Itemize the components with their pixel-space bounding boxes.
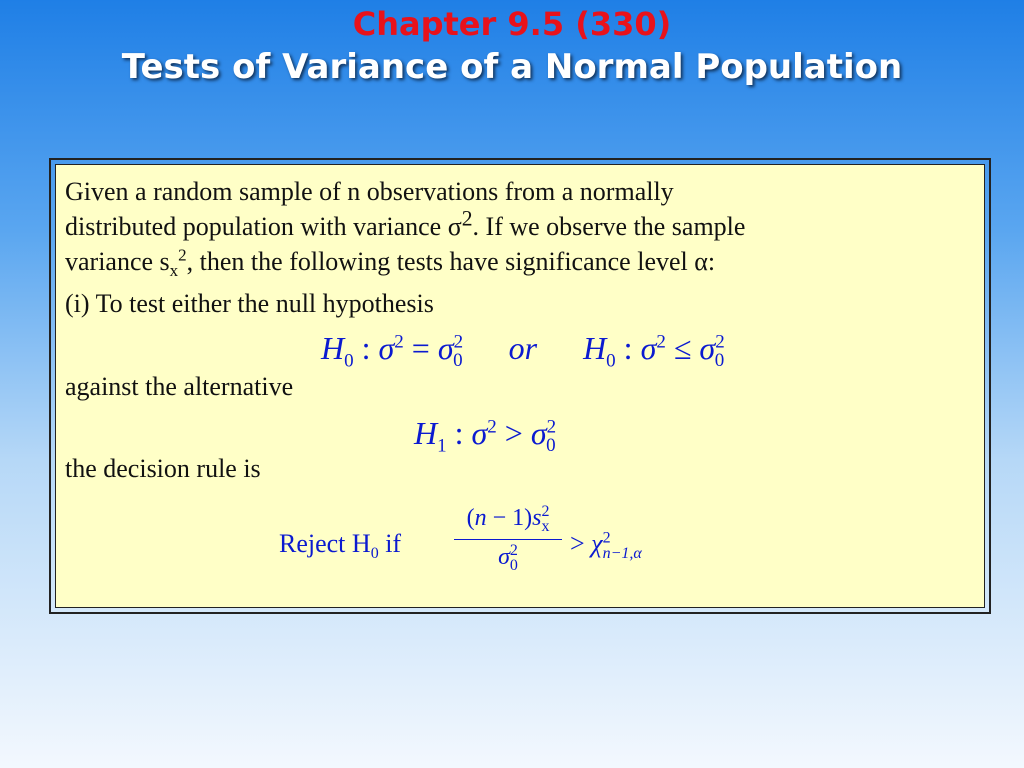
h1-sigma: σ xyxy=(471,415,488,451)
test-statistic-fraction xyxy=(454,503,562,574)
text-line-3 xyxy=(65,245,715,279)
reject-text: Reject H xyxy=(279,529,371,558)
text-against: against the alternative xyxy=(65,372,294,401)
den-sup: 2 xyxy=(509,542,518,559)
fraction-denominator xyxy=(454,542,562,574)
text-line-3-sub: x xyxy=(169,261,179,281)
num-minus-one: − 1) xyxy=(486,505,533,531)
h0-sigma-sup: 2 xyxy=(394,331,404,353)
text-line-3-sup: 2 xyxy=(178,245,187,265)
h0-sigma0-sup: 2 xyxy=(453,331,464,353)
reject-gt: > xyxy=(570,529,585,558)
null-hypothesis-formula xyxy=(321,330,725,372)
slide-title-block xyxy=(0,4,1024,90)
reject-label xyxy=(279,529,402,563)
text-line-1: Given a random sample of n observations from a normally xyxy=(65,177,674,206)
content-box-inner xyxy=(55,164,985,608)
reject-if: if xyxy=(378,529,402,558)
text-line-3-b: , then the following tests have significance level α: xyxy=(186,247,716,276)
h0-sigma: σ xyxy=(378,330,395,366)
h0-alt-sigma0: σ xyxy=(699,330,716,366)
h0-le: ≤ xyxy=(665,330,700,366)
content-box xyxy=(49,158,991,614)
fraction-bar xyxy=(454,539,562,540)
alternative-hypothesis-formula xyxy=(414,415,557,457)
or-word: or xyxy=(508,330,538,366)
chi-sup: 2 xyxy=(602,529,611,547)
h1-sigma0-sup: 2 xyxy=(546,416,557,438)
text-line-3-a: variance s xyxy=(65,247,170,276)
h1-sigma-sup: 2 xyxy=(487,416,497,438)
h0-alt-sigma0-sup: 2 xyxy=(715,331,725,353)
num-n: n xyxy=(474,505,487,531)
text-line-4: (i) To test either the null hypothesis xyxy=(65,289,434,318)
text-line-2-a: distributed population with variance σ xyxy=(65,212,462,241)
h0-alt-sub: 0 xyxy=(606,350,616,372)
text-line-2-sup: 2 xyxy=(461,206,473,231)
h0-sigma0-sub: 0 xyxy=(453,350,463,372)
h0-alt-sigma: σ xyxy=(640,330,657,366)
h0-colon: : xyxy=(353,330,379,366)
h1-sigma0: σ xyxy=(530,415,547,451)
reject-sub: 0 xyxy=(370,545,379,563)
num-s: s xyxy=(532,505,542,531)
h1-gt: > xyxy=(496,415,531,451)
h0-sub: 0 xyxy=(344,350,354,372)
num-open: ( xyxy=(466,505,475,531)
h1-colon: : xyxy=(446,415,472,451)
chi-symbol: χ xyxy=(591,529,603,558)
num-sup: 2 xyxy=(541,503,550,520)
h0-symbol: H xyxy=(321,330,345,366)
h1-sigma0-sub: 0 xyxy=(546,435,556,457)
den-sub: 0 xyxy=(509,556,518,574)
num-sub: x xyxy=(541,517,550,535)
h0-equals: = xyxy=(403,330,438,366)
chapter-heading: Chapter 9.5 (330) xyxy=(352,5,672,43)
h0-alt-sigma0-sub: 0 xyxy=(714,350,725,372)
h0-alt-colon: : xyxy=(615,330,641,366)
fraction-numerator xyxy=(454,505,562,537)
h0-alt-symbol: H xyxy=(583,330,607,366)
text-decision: the decision rule is xyxy=(65,454,261,483)
h0-alt-sigma-sup: 2 xyxy=(656,331,666,353)
chi-sub: n−1,α xyxy=(602,545,642,563)
den-sigma: σ xyxy=(498,544,510,570)
text-line-2-b: . If we observe the sample xyxy=(472,212,746,241)
h1-symbol: H xyxy=(414,415,438,451)
text-line-2 xyxy=(65,206,746,244)
chi-square-critical xyxy=(570,529,642,563)
h1-sub: 1 xyxy=(437,435,447,457)
h0-sigma0: σ xyxy=(437,330,454,366)
slide-title: Tests of Variance of a Normal Population xyxy=(121,47,903,87)
